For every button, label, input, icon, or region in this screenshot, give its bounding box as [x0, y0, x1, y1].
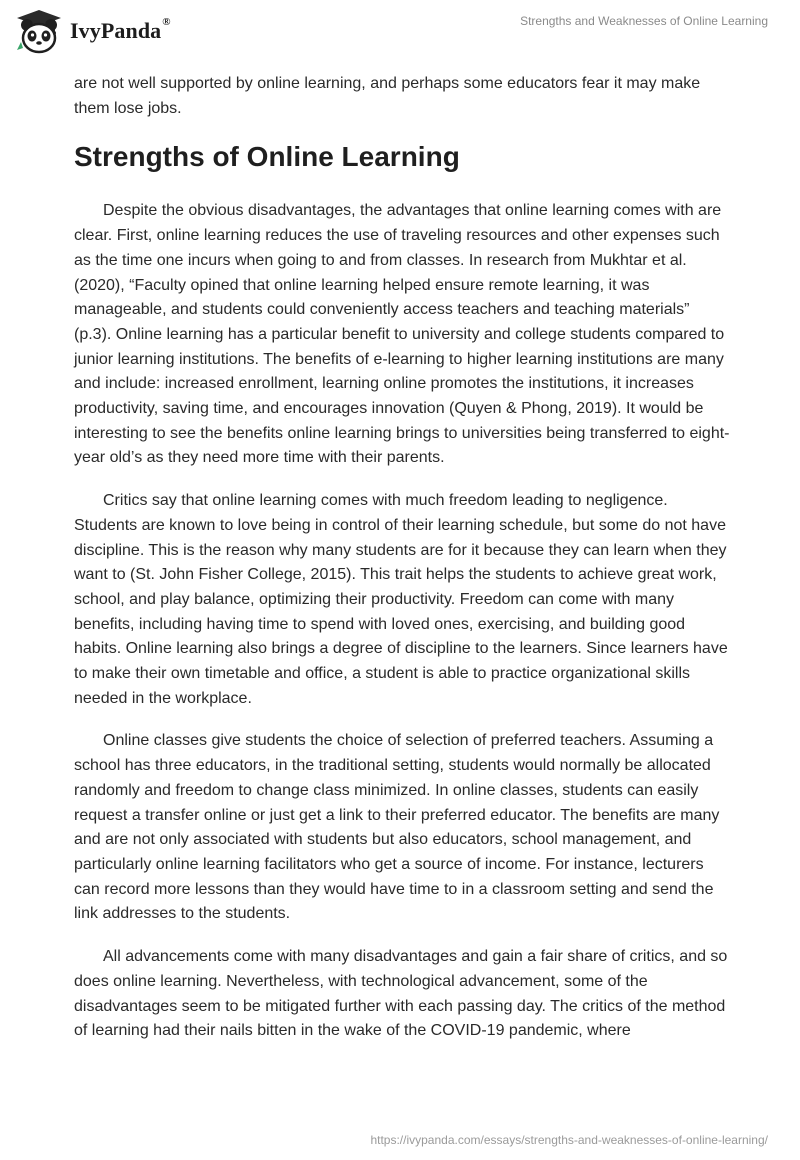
brand-logo[interactable]	[14, 8, 171, 54]
panda-graduation-cap-icon	[14, 8, 64, 54]
intro-paragraph-fragment: are not well supported by online learning, and perhaps some educators fear it may make them lose jobs.	[74, 75, 701, 117]
essay-body	[74, 72, 730, 1062]
paragraph-4: All advancements come with many disadvantages and gain a fair share of critics, and so does online learning. Nevertheless, with technological advancement, some of the disadvantages seem to be mitigated further with each passing day. The critics of the method of learning had their nails bitten in the wake of the COVID-19 pandemic, where	[74, 948, 728, 1040]
page-header	[0, 0, 800, 62]
section-heading: Strengths of Online Learning	[74, 141, 460, 173]
brand-name: IvyPanda®	[70, 16, 171, 43]
source-url[interactable]: https://ivypanda.com/essays/strengths-and-weaknesses-of-online-learning/	[370, 1133, 768, 1147]
paragraph-1: Despite the obvious disadvantages, the advantages that online learning comes with are clear. First, online learning reduces the use of traveling resources and other expenses such as the time one incurs when going to and from classes. In research from Mukhtar et al. (2020), “Faculty opined that online learning helped ensure remote learning, it was manageable, and students could conveniently access teachers and teaching materials” (p.3). Online learning has a particular benefit to university and college students compared to junior learning institutions. The benefits of e-learning to higher learning institutions are many and include: increased enrollment, learning online promotes the institutions, it increases productivity, saving time, and encourages innovation (Quyen & Phong, 2019). It would be interesting to see the benefits online learning brings to universities being transferred to eight-year old’s as they need more time with their parents.	[74, 202, 730, 467]
paragraph-2: Critics say that online learning comes with much freedom leading to negligence. Students are known to love being in control of their learning schedule, but some do not have discipline. This is the reason why many students are for it because they can learn when they want to (St. John Fisher College, 2015). This trait helps the students to achieve great work, school, and play balance, optimizing their productivity. Freedom can come with many benefits, including having time to spend with loved ones, exercising, and building good habits. Online learning also brings a degree of discipline to the learners. Since learners have to make their own timetable and office, a student is able to practice organizational skills needed in the workplace.	[74, 492, 728, 707]
document-title: Strengths and Weaknesses of Online Learning	[520, 14, 768, 28]
paragraph-3: Online classes give students the choice of selection of preferred teachers. Assuming a school has three educators, in the traditional setting, students would normally be allocated randomly and freedom to change class minimized. In online classes, students can easily request a transfer online or just get a link to their preferred educator. The benefits are many and are not only associated with students but also educators, school management, and particularly online learning facilitators who get a source of income. For instance, lecturers can record more lessons than they would have time to in a classroom setting and send the link addresses to the students.	[74, 732, 720, 923]
